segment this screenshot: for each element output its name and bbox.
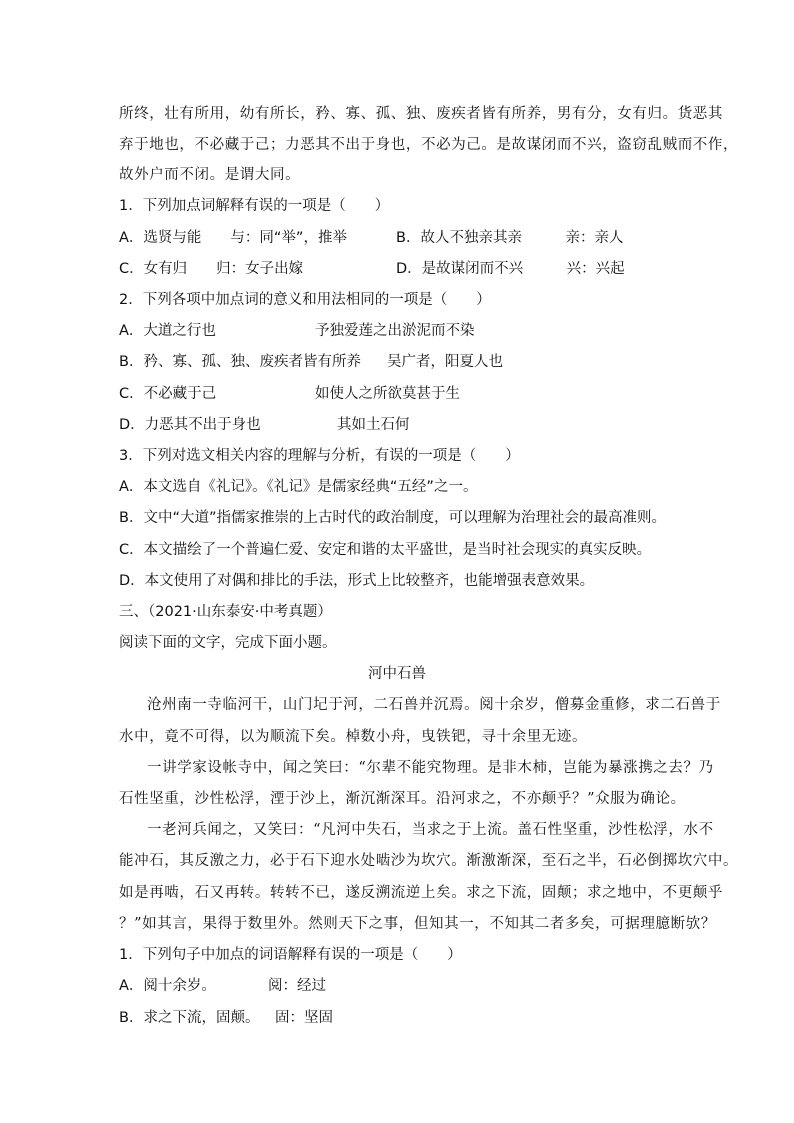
q2-option-c-right: 如使人之所欲莫甚于生: [315, 386, 460, 402]
q3-stem: 3．下列对选文相关内容的理解与分析，有误的一项是（ ）: [119, 448, 520, 464]
q2-stem: 2．下列各项中加点词的意义和用法相同的一项是（ ）: [119, 292, 491, 308]
passage2-p1-line-2: 水中，竟不可得，以为顺流下矣。棹数小舟，曳铁钯，寻十余里无迹。: [119, 729, 588, 745]
q3-option-a: A．本文选自《礼记》。《礼记》是儒家经典“五经”之一。: [119, 479, 478, 495]
q2-option-a-right: 予独爱莲之出淤泥而不染: [315, 323, 475, 339]
passage1-line-1: 所终，壮有所用，幼有所长，矜、寡、孤、独、废疾者皆有所养，男有分，女有归。货恶其: [119, 106, 723, 122]
passage2-p2-line-2: 石性坚重，沙性松浮，湮于沙上，渐沉渐深耳。沿河求之，不亦颠乎？”众服为确论。: [119, 791, 686, 807]
q1-option-c: C．女有归 归：女子出嫁: [119, 261, 304, 277]
q3-option-d: D．本文使用了对偶和排比的手法，形式上比较整齐，也能增强表意效果。: [119, 573, 595, 589]
passage2-p3-line-4: ？”如其言，果得于数里外。然则天下之事，但知其一，不知其二者多矣，可据理臆断欤？: [119, 916, 716, 932]
passage2-p1-line-1: 沧州南一寺临河干，山门圮于河，二石兽并沉焉。阅十余岁，僧募金重修，求二石兽于: [147, 697, 721, 713]
q4-option-b-left: B．求之下流，固颠。: [119, 1010, 260, 1026]
q2-option-d-right: 其如土石何: [337, 417, 410, 433]
passage2-p3-line-3: 如是再啮，石又再转。转转不已，遂反溯流逆上矣。求之下流，固颠；求之地中，不更颠乎: [119, 885, 723, 901]
q3-option-b: B．文中“大道”指儒家推崇的上古时代的政治制度，可以理解为治理社会的最高准则。: [119, 510, 666, 526]
q2-option-d-left: D．力恶其不出于身也: [119, 417, 261, 433]
q4-option-a-left: A．阅十余岁。: [119, 978, 216, 994]
q2-option-b-right: 吴广者，阳夏人也: [387, 354, 503, 370]
passage2-p3-line-2: 能冲石，其反激之力，必于石下迎水处啮沙为坎穴。渐激渐深，至石之半，石必倒掷坎穴中。: [119, 853, 739, 869]
q1-option-d: D．是故谋闭而不兴 兴：兴起: [396, 261, 625, 277]
q1-option-a: A．选贤与能 与：同“举”，推举: [119, 230, 347, 246]
q4-stem: 1．下列句子中加点的词语解释有误的一项是（ ）: [119, 947, 462, 963]
passage2-p2-line-1: 一讲学家设帐寺中，闻之笑曰：“尔辈不能究物理。是非木柿，岂能为暴涨携之去？乃: [147, 760, 714, 776]
passage-title: 河中石兽: [368, 666, 426, 682]
q2-option-a-left: A．大道之行也: [119, 323, 216, 339]
q1-stem: 1．下列加点词解释有误的一项是（ ）: [119, 198, 390, 214]
q2-option-b-left: B．矜、寡、孤、独、废疾者皆有所养: [119, 354, 361, 370]
q3-option-c: C．本文描绘了一个普遍仁爱、安定和谐的太平盛世，是当时社会现实的真实反映。: [119, 542, 652, 558]
passage1-line-3: 故外户而不闭。是谓大同。: [119, 167, 301, 183]
section-heading: 三、（2021·山东泰安·中考真题）: [119, 604, 332, 620]
q1-option-b: B．故人不独亲其亲 亲：亲人: [396, 230, 624, 246]
passage2-p3-line-1: 一老河兵闻之，又笑曰：“凡河中失石，当求之于上流。盖石性坚重，沙性松浮，水不: [147, 822, 714, 838]
passage1-line-2: 弃于地也，不必藏于己；力恶其不出于身也，不必为己。是故谋闭而不兴，盗窃乱贼而不作，: [119, 137, 739, 153]
section-instruction: 阅读下面的文字，完成下面小题。: [119, 635, 337, 651]
q4-option-b-right: 固：坚固: [275, 1010, 333, 1026]
q4-option-a-right: 阅：经过: [268, 978, 326, 994]
q2-option-c-left: C．不必藏于己: [119, 386, 217, 402]
